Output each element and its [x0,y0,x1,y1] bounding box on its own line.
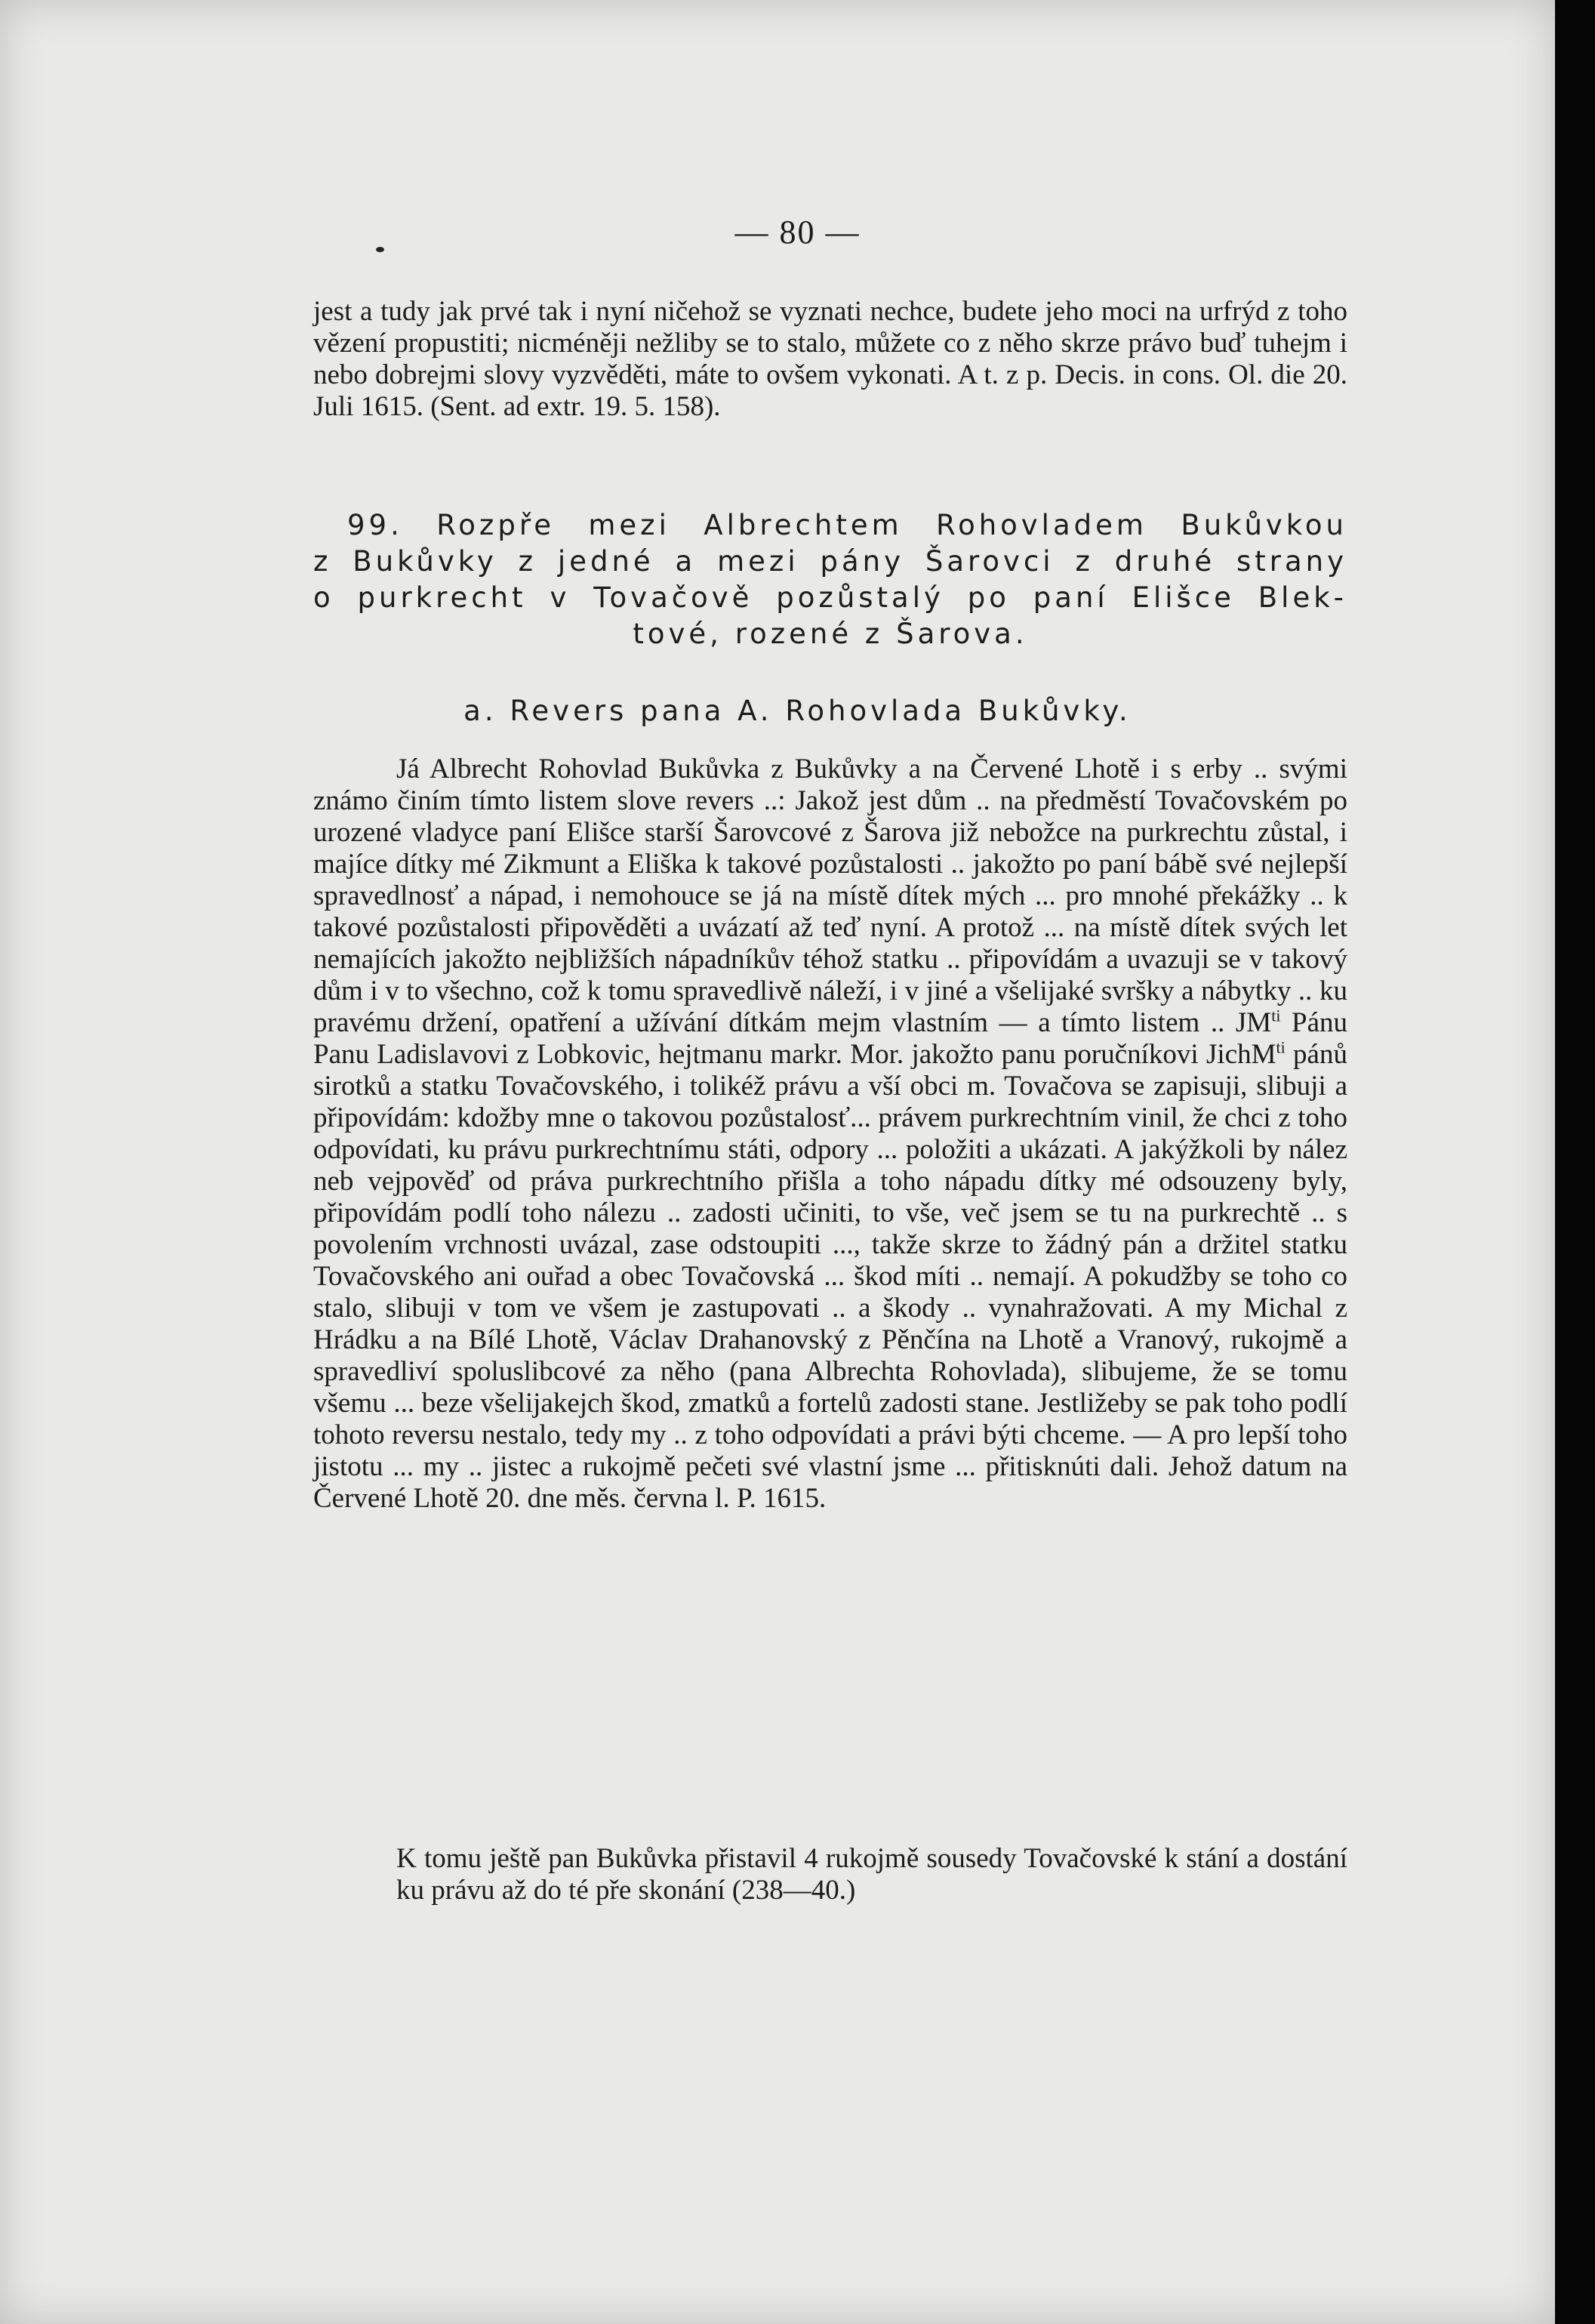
revers-paragraph [313,754,1347,1515]
revers-text-part-1: Já Albrecht Rohovlad Bukůvka z Bukůvky a na Červené Lhotě i s erby .. svými známo činím tímto listem slove revers ..: Jakož jest dům .. na předměstí Tovačovském po urozené vladyce paní Elišce starší Šarovcové z Šarova již nebožce na purkrechtu zůstal, i majíce dítky mé Zikmunt a Eliška k takové pozůstalosti .. jakožto po paní bábě své nejlepší spravedlnosť a nápad, i nemohouce se já na místě dítek mých ... pro mnohé překážky .. k takové pozůstalosti připověděti a uvázatí až teď nyní. A protož ... na místě dítek svých let nemajících jakožto nejbližších nápadníkův téhož statku .. připovídám a uvazuji se v takový dům i v to všechno, což k tomu spravedlivě náleží, i v jiné a všelijaké svršky a nábytky .. ku pravému držení, opatření a užívání dítkám mejm vlastním — a tímto listem .. JM [313,754,1347,1038]
section-heading [313,507,1347,652]
heading-line-1: 99. Rozpře mezi Albrechtem Rohovladem Bukůvkou [347,509,1347,541]
scan-border [1555,0,1595,2324]
abbreviation-superscript-jichm: ti [1276,1037,1286,1057]
abbreviation-superscript-jm: ti [1271,1006,1281,1025]
subsection-heading: a. Revers pana A. Rohovlada Bukůvky. [463,695,1132,727]
paragraph-continuation: jest a tudy jak prvé tak i nyní ničehož se vyznati nechce, budete jeho moci na urfrýd z toho vězení propustiti; nicméněji nežliby se to stalo, můžete co z něho skrze právo buď tuhejm i nebo dobrejmi slovy vyzvěděti, máte to ovšem vykonati. A t. z p. Decis. in cons. Ol. die 20. Juli 1615. (Sent. ad extr. 19. 5. 158). [313,296,1347,422]
revers-text-part-3: pánů sirotků a statku Tovačovského, i tolikéž právu a vší obci m. Tovačova se zapisuji, slibuji a připovídám: kdožby mne o takovou pozůstalosť... právem purkrechtním vinil, že chci z toho odpovídati, ku právu purkrechtnímu státi, odpory ... položiti a ukázati. A jakýžkoli by nález neb vejpověď od práva purkrechtního přišla a toho nápadu dítky mé odsouzeny byly, připovídám podlí toho nálezu .. zadosti učiniti, to vše, več jsem se tu na purkrechtě .. s povolením vrchnosti uvázal, zase odstoupiti ..., takže skrze to žádný pán a držitel statku Tovačovského ani ouřad a obec Tovačovská ... škod míti .. nemají. A pokudžby se toho co stalo, slibuji v tom ve všem je zastupovati .. a škody .. vynahražovati. A my Michal z Hrádku a na Bílé Lhotě, Václav Drahanovský z Pěnčína na Lhotě a Vranový, rukojmě a spravedliví spoluslibcové za něho (pana Albrechta Rohovlada), slibujeme, že se tomu všemu ... beze všelijakejch škod, zmatků a fortelů zadosti stane. Jestližeby se pak toho podlí tohoto reversu nestalo, tedy my .. z toho odpovídati a právi býti chceme. — A pro lepší toho jistotu ... my .. jistec a rukojmě pečeti své vlastní jsme ... přitisknúti dali. Jehož datum na Červené Lhotě 20. dne měs. června l. P. 1615. [313,1039,1347,1514]
revers-text-part-2: Pánu Panu Ladislavovi z Lobkovic, hejtmanu markr. Mor. jakožto panu poručníkovi JichM [313,1007,1348,1070]
heading-line-4: tové, rozené z Šarova. [633,618,1028,650]
closing-paragraph: K tomu ještě pan Bukůvka přistavil 4 rukojmě sousedy Tovačovské k stání a dostání ku právu až do té pře skonání (238—40.) [396,1843,1347,1906]
page-number: — 80 — [734,214,861,251]
heading-line-3: o purkrecht v Tovačově pozůstalý po paní Elišce Blek- [313,581,1347,614]
heading-line-2: z Bukůvky z jedné a mezi pány Šarovci z druhé strany [313,545,1347,578]
